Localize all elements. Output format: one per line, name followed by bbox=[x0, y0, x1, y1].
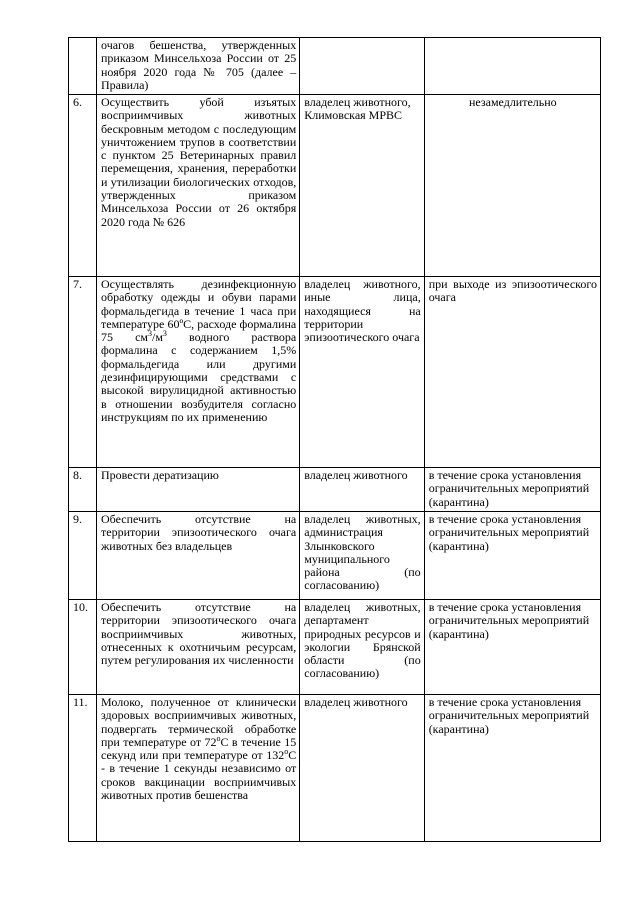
executor-cell: владелец животных, администрация Злынковского муниципального района (по согласованию) bbox=[300, 512, 424, 600]
action-cell: Осуществлять дезинфекционную обработку одежды и обуви парами формальдегида в течение 1 часа при температуре 60ºС, расходе формалина 75 $см^3/м^3$ водного раствора формалина с содержанием 1,5% формальдегида или другими дезинфицирующими средствами с высокой вирулицидной активностью в отношении возбудителя согласно инструкциям по их применению bbox=[97, 277, 300, 468]
term-cell: в течение срока установления ограничительных мероприятий (карантина) bbox=[424, 695, 600, 842]
action-cell: Осуществить убой изъятых восприимчивых животных бескровным методом с последующим уничтожением трупов в соответствии с пунктом 25 Ветеринарных правил перемещения, хранения, переработки и утилизации биологических отходов, утвержденных приказом Минсельхоза России от 26 октября 2020 года № 626 bbox=[97, 95, 300, 277]
term-cell: незамедлительно bbox=[424, 95, 600, 277]
action-cell: Молоко, полученное от клинически здоровых восприимчивых животных, подвергать термической обработке при температуре от $72^оС$ в течение 15 секунд или при температуре от $132^оС$ - в течение 1 секунды независимо от сроков вакцинации восприимчивых животных против бешенства bbox=[97, 695, 300, 842]
term-cell: при выходе из эпизоотического очага bbox=[424, 277, 600, 468]
executor-cell: владелец животного, иные лица, находящиеся на территории эпизоотического очага bbox=[300, 277, 424, 468]
table-row bbox=[69, 468, 601, 512]
row-number: 10. bbox=[69, 600, 97, 695]
term-cell: в течение срока установления ограничительных мероприятий (карантина) bbox=[424, 512, 600, 600]
executor-cell bbox=[300, 38, 424, 95]
table-row bbox=[69, 95, 601, 277]
term-cell bbox=[424, 38, 600, 95]
row-number: 7. bbox=[69, 277, 97, 468]
row-number: 8. bbox=[69, 468, 97, 512]
executor-cell: владелец животного, Климовская МРВС bbox=[300, 95, 424, 277]
action-cell: Обеспечить отсутствие на территории эпизоотического очага восприимчивых животных, отнесенных к охотничьим ресурсам, путем регулирования их численности bbox=[97, 600, 300, 695]
table-row bbox=[69, 38, 601, 95]
term-cell: в течение срока установления ограничительных мероприятий (карантина) bbox=[424, 468, 600, 512]
executor-cell: владелец животного bbox=[300, 468, 424, 512]
row-number: 6. bbox=[69, 95, 97, 277]
action-cell: очагов бешенства, утвержденных приказом Минсельхоза России от 25 ноября 2020 года № 705 (далее – Правила) bbox=[97, 38, 300, 95]
executor-cell: владелец животного bbox=[300, 695, 424, 842]
row-number: 9. bbox=[69, 512, 97, 600]
row-number bbox=[69, 38, 97, 95]
table-row bbox=[69, 277, 601, 468]
term-cell: в течение срока установления ограничительных мероприятий (карантина) bbox=[424, 600, 600, 695]
measures-table bbox=[68, 37, 601, 842]
action-cell: Провести дератизацию bbox=[97, 468, 300, 512]
row-number: 11. bbox=[69, 695, 97, 842]
table-row bbox=[69, 600, 601, 695]
executor-cell: владелец животных, департамент природных ресурсов и экологии Брянской области (по согласованию) bbox=[300, 600, 424, 695]
table-row bbox=[69, 512, 601, 600]
table-row bbox=[69, 695, 601, 842]
action-cell: Обеспечить отсутствие на территории эпизоотического очага животных без владельцев bbox=[97, 512, 300, 600]
